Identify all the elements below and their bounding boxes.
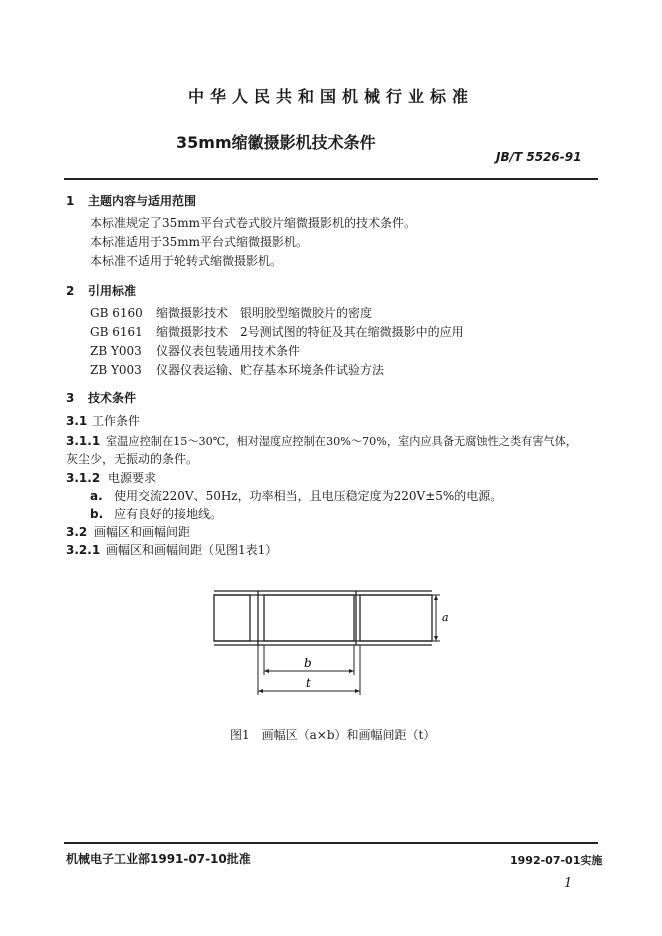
- frame-diagram: [210, 583, 470, 713]
- clause-3-1-number: 3.1: [66, 414, 88, 428]
- section-3-number: 3: [66, 391, 75, 405]
- section-1-line-2: 本标准适用于35mm平台式缩微摄影机。: [90, 235, 309, 249]
- clause-3-1-1-number: 3.1.1: [66, 434, 101, 448]
- section-2-number: 2: [66, 284, 75, 298]
- section-1-line-1: 本标准规定了35mm平台式卷式胶片缩微摄影机的技术条件。: [90, 216, 417, 230]
- reference-code: GB 6161: [90, 325, 143, 339]
- section-1-number: 1: [66, 194, 75, 208]
- reference-item: [90, 324, 464, 341]
- reference-item: [90, 362, 384, 379]
- list-item-mark: a.: [90, 489, 103, 503]
- clause-3-1-1-text-continued: 灰尘少，无振动的条件。: [66, 452, 199, 466]
- clause-3-2-title: 画幅区和画幅间距: [94, 525, 191, 539]
- clause-3-2-number: 3.2: [66, 525, 88, 539]
- page-number: 1: [564, 876, 573, 891]
- list-item-mark: b.: [90, 507, 104, 521]
- reference-text: 仪器仪表包装通用技术条件: [156, 344, 301, 358]
- clause-3-1-title: 工作条件: [92, 414, 141, 428]
- section-1-title: 主题内容与适用范围: [88, 194, 197, 208]
- clause-3-2-1-title: 画幅区和画幅间距（见图1表1）: [106, 543, 278, 557]
- label-a: a: [442, 611, 449, 624]
- clause-3-2-1-number: 3.2.1: [66, 543, 101, 557]
- frame-middle: [264, 595, 354, 641]
- list-item-text: 应有良好的接地线。: [114, 507, 223, 521]
- reference-item: [90, 305, 372, 322]
- approval-date: 机械电子工业部1991-07-10批准: [66, 852, 251, 866]
- clause-3-1-2-number: 3.1.2: [66, 471, 101, 485]
- clause-3-1-2-title: 电源要求: [108, 471, 157, 485]
- standard-org-title: 中华人民共和国机械行业标准: [187, 87, 474, 106]
- reference-code: ZB Y003: [90, 344, 142, 358]
- document-title: 35mm缩徽摄影机技术条件: [176, 133, 376, 152]
- figure-caption: 图1 画幅区（a×b）和画幅间距（t）: [230, 728, 436, 742]
- frame-left: [214, 595, 250, 641]
- effective-date: 1992-07-01实施: [510, 854, 603, 867]
- label-t: t: [306, 676, 311, 690]
- list-item-text: 使用交流220V、50Hz，功率相当，且电压稳定度为220V±5%的电源。: [114, 489, 503, 503]
- section-1-line-3: 本标准不适用于轮转式缩微摄影机。: [90, 254, 283, 268]
- reference-text: 仪器仪表运输、贮存基本环境条件试验方法: [156, 363, 385, 377]
- reference-item: [90, 343, 300, 360]
- footer-rule: [64, 842, 598, 844]
- section-3-title: 技术条件: [88, 391, 137, 405]
- reference-text: 缩微摄影技术 2号测试图的特征及其在缩微摄影中的应用: [156, 325, 464, 339]
- section-2-title: 引用标准: [88, 284, 137, 298]
- header-rule: [64, 178, 598, 180]
- label-b: b: [304, 656, 312, 670]
- standard-code: JB/T 5526-91: [496, 150, 582, 164]
- reference-code: GB 6160: [90, 306, 143, 320]
- reference-text: 缩微摄影技术 银明胶型缩微胶片的密度: [156, 306, 373, 320]
- frame-right: [360, 595, 432, 641]
- clause-3-1-1-text: 室温应控制在15～30℃，相对湿度应控制在30%～70%，室内应具备无腐蚀性之类有害气体，: [106, 435, 578, 448]
- reference-code: ZB Y003: [90, 363, 142, 377]
